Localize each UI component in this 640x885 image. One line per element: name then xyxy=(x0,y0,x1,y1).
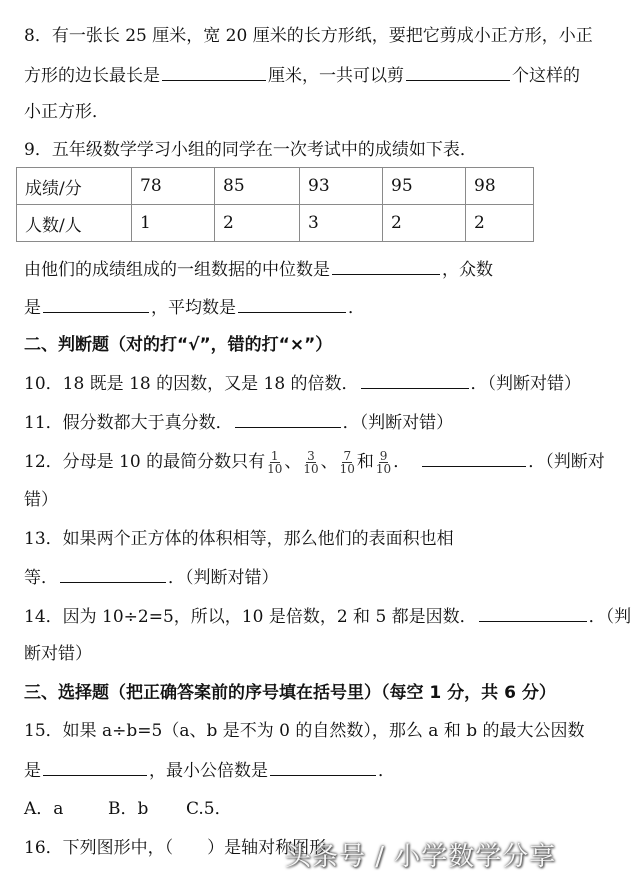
table-cell: 2 xyxy=(383,205,466,242)
q8-text-end: 小正方形． xyxy=(24,102,109,122)
option-b[interactable]: B．b xyxy=(108,799,149,819)
table-cell: 1 xyxy=(132,205,215,242)
fraction-numerator: 7 xyxy=(343,449,352,463)
answer-blank-q14[interactable] xyxy=(479,603,587,622)
answer-blank-q10[interactable] xyxy=(361,370,469,389)
q11-text: 11．假分数都大于真分数． xyxy=(24,413,233,433)
section-2-title-text: 二、判断题（对的打“√”，错的打“×”） xyxy=(24,335,333,355)
q11-tail: ．（判断对错） xyxy=(342,413,454,433)
answer-blank-q15-lcm[interactable] xyxy=(270,757,376,776)
q14-line1 xyxy=(24,603,632,630)
answer-blank-q8-side[interactable] xyxy=(162,62,266,81)
fraction-numerator: 1 xyxy=(270,449,279,463)
separator: 、 xyxy=(320,452,338,472)
q12-line1 xyxy=(24,448,626,475)
q10-text: 10．18 既是 18 的因数，又是 18 的倍数． xyxy=(24,374,359,394)
fraction-denominator: 10 xyxy=(339,462,355,476)
section-3-title xyxy=(24,680,626,706)
q14-tail: ．（判 xyxy=(588,607,632,627)
answer-blank-q13[interactable] xyxy=(60,564,166,583)
q8-text: 8．有一张长 25 厘米，宽 20 厘米的长方形纸，要把它剪成小正方形，小正 xyxy=(24,26,593,46)
table-cell: 2 xyxy=(466,205,534,242)
answer-blank-q8-count[interactable] xyxy=(406,62,510,81)
q12-dot: ． xyxy=(393,452,411,472)
q16-text: 16．下列图形中，（ ）是轴对称图形． xyxy=(24,838,344,858)
q9-line1 xyxy=(24,256,626,283)
section-2-title xyxy=(24,332,626,358)
answer-blank-q12[interactable] xyxy=(422,448,526,467)
q12-line2 xyxy=(24,487,626,513)
table-cell: 93 xyxy=(300,168,383,205)
q12-text: 12．分母是 10 的最简分数只有 xyxy=(24,452,266,472)
q14-line2 xyxy=(24,641,626,667)
q9-intro xyxy=(24,137,626,163)
answer-blank-q15-gcd[interactable] xyxy=(43,757,147,776)
q15-line1 xyxy=(24,718,626,744)
score-table xyxy=(16,167,534,242)
q15-text: 15．如果 a÷b=5（a、b 是不为 0 的自然数），那么 a 和 b 的最大公因数 xyxy=(24,721,585,741)
fraction-numerator: 9 xyxy=(379,449,388,463)
q13-tail: ．（判断对错） xyxy=(168,568,279,588)
answer-blank-q11[interactable] xyxy=(235,409,341,428)
answer-blank-q9-mean[interactable] xyxy=(238,294,346,313)
fraction-numerator: 3 xyxy=(307,449,315,463)
q15-text-b: ，最小公倍数是 xyxy=(149,761,268,781)
table-cell: 2 xyxy=(215,205,300,242)
fraction xyxy=(266,450,283,475)
fraction xyxy=(302,450,319,475)
q13-line1 xyxy=(24,526,626,552)
q9-text-end: ． xyxy=(348,298,365,318)
q13-text-b: 等． xyxy=(24,568,58,588)
q14-text: 14．因为 10÷2=5，所以，10 是倍数，2 和 5 都是因数． xyxy=(24,607,477,627)
q14-tail-2: 断对错） xyxy=(24,644,92,664)
q15-text-a: 是 xyxy=(24,761,41,781)
fraction-denominator: 10 xyxy=(375,462,392,476)
q15-options xyxy=(24,796,626,822)
answer-blank-q9-median[interactable] xyxy=(332,256,440,275)
table-cell: 3 xyxy=(300,205,383,242)
q9-text-a: 是 xyxy=(24,298,41,318)
watermark: 头条号 / 小学数学分享 xyxy=(285,842,557,872)
fraction xyxy=(339,450,356,475)
table-cell: 78 xyxy=(132,168,215,205)
option-a[interactable]: A．a xyxy=(24,799,64,819)
table-cell: 98 xyxy=(466,168,534,205)
q13-text: 13．如果两个正方体的体积相等，那么他们的表面积也相 xyxy=(24,529,454,549)
table-cell: 85 xyxy=(215,168,300,205)
q8-text-a: 方形的边长最长是 xyxy=(24,66,160,86)
q9-median-text: 由他们的成绩组成的一组数据的中位数是 xyxy=(24,260,330,280)
answer-blank-q9-mode[interactable] xyxy=(43,294,149,313)
q12-tail: ．（判断对 xyxy=(528,452,605,472)
q9-mean-text: ，平均数是 xyxy=(151,298,236,318)
option-c[interactable]: C.5． xyxy=(186,799,232,819)
q8-text-b: 厘米，一共可以剪 xyxy=(268,66,404,86)
q10 xyxy=(24,370,626,397)
and-word: 和 xyxy=(356,452,374,472)
fraction-denominator: 10 xyxy=(267,462,283,476)
q12-tail-2: 错） xyxy=(24,490,58,510)
q15-line2 xyxy=(24,757,626,784)
q15-text-c: ． xyxy=(378,761,395,781)
table-cell: 人数/人 xyxy=(17,205,132,242)
q9-mode-text: ，众数 xyxy=(442,260,493,280)
q9-text: 9．五年级数学学习小组的同学在一次考试中的成绩如下表． xyxy=(24,140,477,160)
q8-line1 xyxy=(24,23,626,49)
table-cell: 95 xyxy=(383,168,466,205)
q10-tail: ．（判断对错） xyxy=(470,374,582,394)
q8-line3 xyxy=(24,99,626,125)
q8-text-c: 个这样的 xyxy=(512,66,580,86)
table-row xyxy=(17,168,534,205)
q13-line2 xyxy=(24,564,626,591)
separator: 、 xyxy=(284,452,302,472)
fraction xyxy=(375,450,392,475)
fraction-denominator: 10 xyxy=(303,462,319,476)
q8-line2 xyxy=(24,62,626,89)
q9-line2 xyxy=(24,294,626,321)
table-cell: 成绩/分 xyxy=(17,168,132,205)
table-row xyxy=(17,205,534,242)
section-3-title-text: 三、选择题（把正确答案前的序号填在括号里）（每空 1 分，共 6 分） xyxy=(24,683,556,703)
q11 xyxy=(24,409,626,436)
